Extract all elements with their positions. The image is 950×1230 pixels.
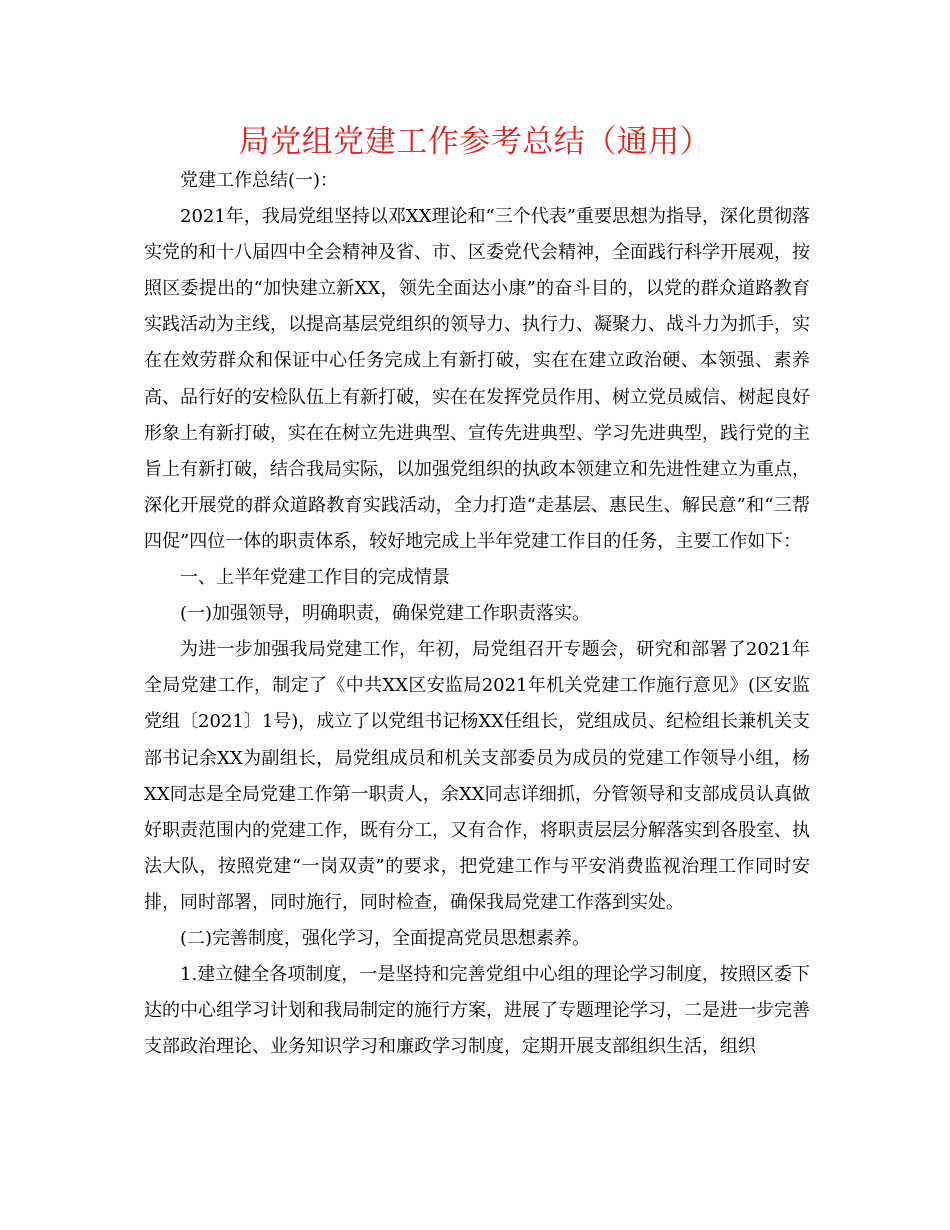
section-heading: 一、上半年党建工作目的完成情景 — [180, 567, 450, 589]
subsection-heading: (二)完善制度，强化学习，全面提高党员思想素养。 — [180, 927, 591, 949]
paragraph: 1.建立健全各项制度，一是坚持和完善党组中心组的理论学习制度，按照区委下达的中心组学习计划和我局制定的施行方案，进展了专题理论学习，二是进一步完善支部政治理论、业务知识学习和廉政学习制度，定期开展支部组织生活，组织 — [144, 964, 810, 1058]
subsection-heading: (一)加强领导，明确职责，确保党建工作职责落实。 — [180, 603, 591, 625]
document-title: 局党组党建工作参考总结（通用） — [238, 124, 712, 160]
paragraph-heading: 党建工作总结(一)： — [180, 170, 339, 191]
paragraph: 2021年，我局党组坚持以邓XX理论和“三个代表”重要思想为指导，深化贯彻落实党的和十八届四中全会精神及省、市、区委党代会精神，全面践行科学开展观，按照区委提出的“加快建立新XX，领先全面达小康”的奋斗目的，以党的群众道路教育实践活动为主线，以提高基层党组织的领导力、执行力、凝聚力、战斗力为抓手，实在在效劳群众和保证中心任务完成上有新打破，实在在建立政治硬、本领强、素养高、品行好的安检队伍上有新打破，实在在发挥党员作用、树立党员威信、树起良好形象上有新打破，实在在树立先进典型、宣传先进典型、学习先进典型，践行党的主旨上有新打破，结合我局实际，以加强党组织的执政本领建立和先进性建立为重点，深化开展党的群众道路教育实践活动，全力打造“走基层、惠民生、解民意”和“三帮四促”四位一体的职责体系，较好地完成上半年党建工作目的任务，主要工作如下： — [144, 206, 810, 552]
document-body — [144, 163, 810, 1065]
paragraph: 为进一步加强我局党建工作，年初，局党组召开专题会，研究和部署了2021年全局党建工作，制定了《中共XX区安监局2021年机关党建工作施行意见》(区安监党组〔2021〕1号)，成立了以党组书记杨XX任组长，党组成员、纪检组长兼机关支部书记余XX为副组长，局党组成员和机关支部委员为成员的党建工作领导小组，杨XX同志是全局党建工作第一职责人，余XX同志详细抓，分管领导和支部成员认真做好职责范围内的党建工作，既有分工，又有合作，将职责层层分解落实到各股室、执法大队，按照党建“一岗双责”的要求，把党建工作与平安消费监视治理工作同时安排，同时部署，同时施行，同时检查，确保我局党建工作落到实处。 — [144, 639, 810, 913]
